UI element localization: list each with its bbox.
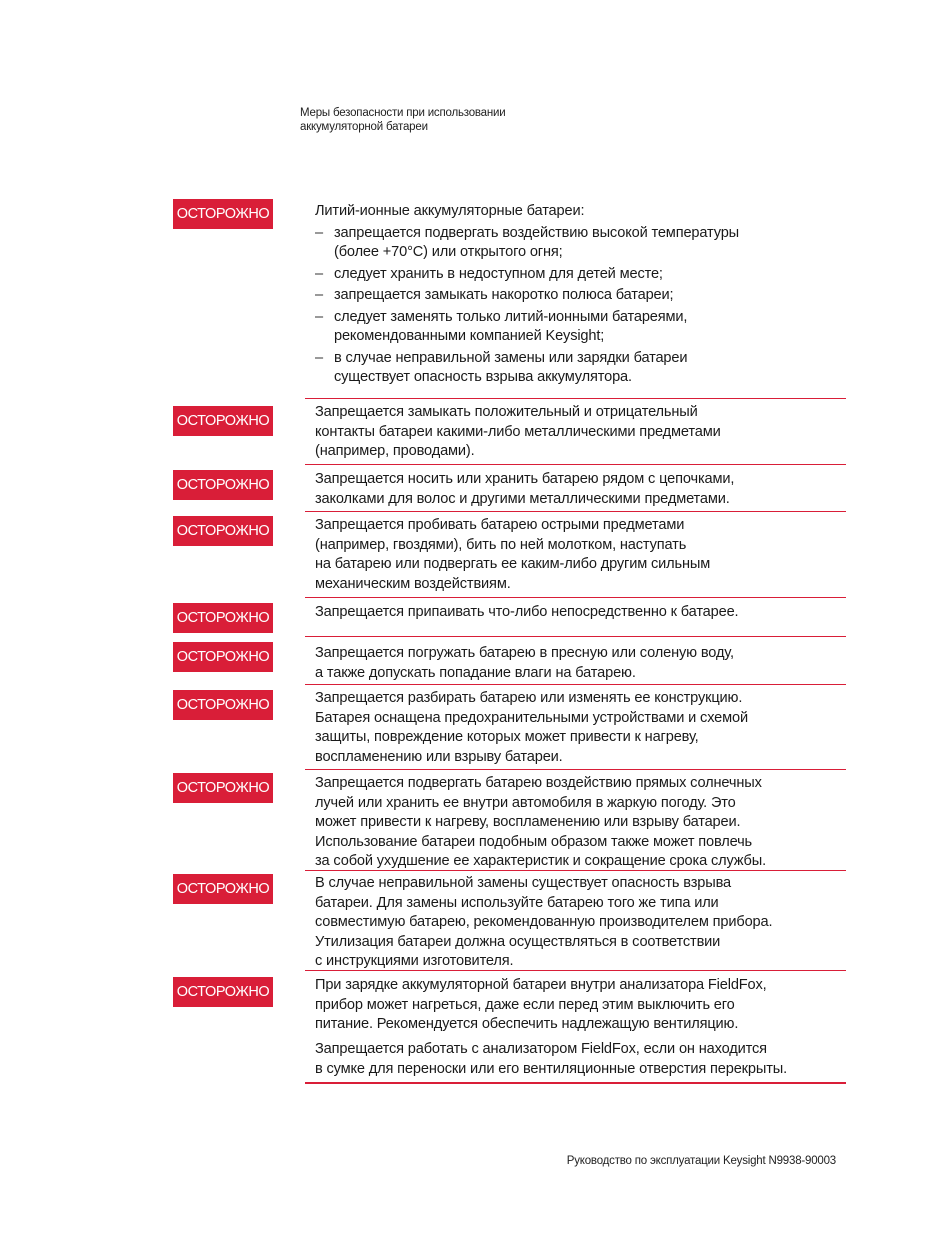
- text-line: механическим воздействиям.: [315, 575, 511, 592]
- list-item-line: – следует хранить в недоступном для детей месте;: [334, 265, 663, 282]
- text-line: Запрещается погружать батарею в пресную или соленую воду,: [315, 645, 734, 661]
- text-line: за собой ухудшение ее характеристик и сокращение срока службы.: [315, 853, 766, 869]
- text-line: воспламенению или взрыву батареи.: [315, 748, 563, 765]
- warning-text: [315, 774, 855, 872]
- text-line: (например, гвоздями), бить по ней молотком, наступать: [315, 536, 687, 553]
- list-item-line: – запрещается подвергать воздействию высокой температуры: [334, 224, 740, 241]
- caution-badge: ОСТОРОЖНО: [173, 603, 273, 633]
- warning-text: [315, 516, 855, 594]
- warning-divider: [305, 398, 846, 399]
- text-line: защиты, повреждение которых может привести к нагреву,: [315, 729, 699, 745]
- list-item-line: рекомендованными компанией Keysight;: [334, 328, 605, 344]
- warning-divider: [305, 684, 846, 685]
- text-line: Запрещается разбирать батарею или изменять ее конструкцию.: [315, 690, 743, 706]
- warning-text: [315, 603, 855, 623]
- caution-badge: ОСТОРОЖНО: [173, 690, 273, 720]
- warning-text-2: [315, 1040, 855, 1079]
- caution-badge: ОСТОРОЖНО: [173, 406, 273, 436]
- warning-text: [315, 202, 855, 388]
- warning-intro: Литий-ионные аккумуляторные батареи:: [315, 203, 585, 219]
- text-line: (например, проводами).: [315, 443, 475, 459]
- text-line: Запрещается замыкать положительный и отрицательный: [315, 404, 698, 420]
- caution-badge: ОСТОРОЖНО: [173, 199, 273, 229]
- warning-text: [315, 644, 855, 683]
- header-line-2: аккумуляторной батареи: [300, 121, 428, 133]
- list-item: [315, 224, 855, 263]
- text-line: При зарядке аккумуляторной батареи внутри анализатора FieldFox,: [315, 977, 767, 993]
- text-line: Запрещается припаивать что-либо непосредственно к батарее.: [315, 604, 739, 620]
- text-line: Запрещается работать с анализатором FieldFox, если он находится: [315, 1041, 767, 1057]
- page-footer: Руководство по эксплуатации Keysight N9938-90003: [566, 1155, 836, 1167]
- warning-divider: [305, 769, 846, 770]
- caution-badge: ОСТОРОЖНО: [173, 977, 273, 1007]
- warning-divider: [305, 597, 846, 598]
- list-item: [315, 286, 855, 306]
- list-item-line: – следует заменять только литий-ионными батареями,: [334, 308, 688, 325]
- warning-text: [315, 470, 855, 509]
- text-line: совместимую батарею, рекомендованную производителем прибора.: [315, 914, 773, 930]
- text-line: Батарея оснащена предохранительными устройствами и схемой: [315, 709, 748, 726]
- list-item-line: – запрещается замыкать накоротко полюса батареи;: [334, 287, 674, 303]
- text-line: Запрещается подвергать батарею воздействию прямых солнечных: [315, 775, 762, 791]
- warning-text: [315, 874, 855, 972]
- text-line: с инструкциями изготовителя.: [315, 953, 514, 969]
- list-item-line: – в случае неправильной замены или зарядки батареи: [334, 349, 688, 366]
- warning-divider: [305, 870, 846, 871]
- warning-list: [315, 224, 855, 388]
- list-item: [315, 265, 855, 285]
- header-line-1: Меры безопасности при использовании: [300, 107, 506, 119]
- list-item: [315, 349, 855, 388]
- text-line: заколками для волос и другими металлическими предметами.: [315, 490, 730, 507]
- caution-badge: ОСТОРОЖНО: [173, 773, 273, 803]
- warning-divider: [305, 511, 846, 512]
- warning-divider: [305, 636, 846, 637]
- warning-text: [315, 689, 855, 767]
- text-line: Утилизация батареи должна осуществляться в соответствии: [315, 933, 721, 950]
- text-line: в сумке для переноски или его вентиляционные отверстия перекрыты.: [315, 1060, 787, 1077]
- caution-badge: ОСТОРОЖНО: [173, 874, 273, 904]
- text-line: Запрещается пробивать батарею острыми предметами: [315, 517, 685, 533]
- list-item-line: существует опасность взрыва аккумулятора.: [334, 369, 632, 385]
- text-line: контакты батареи какими-либо металлическими предметами: [315, 423, 721, 440]
- section-end-divider: [305, 1082, 846, 1084]
- page-header: [300, 106, 505, 134]
- text-line: Запрещается носить или хранить батарею рядом с цепочками,: [315, 471, 735, 487]
- text-line: может привести к нагреву, воспламенению или взрыву батареи.: [315, 814, 741, 830]
- text-line: батареи. Для замены используйте батарею того же типа или: [315, 894, 719, 911]
- warning-divider: [305, 970, 846, 971]
- text-line: прибор может нагреться, даже если перед этим выключить его: [315, 996, 735, 1013]
- warning-text: [315, 976, 855, 1035]
- list-item: [315, 308, 855, 347]
- caution-badge: ОСТОРОЖНО: [173, 516, 273, 546]
- text-line: лучей или хранить ее внутри автомобиля в жаркую погоду. Это: [315, 794, 736, 811]
- text-line: на батарею или подвергать ее каким-либо другим сильным: [315, 556, 711, 572]
- text-line: Использование батареи подобным образом также может повлечь: [315, 833, 752, 850]
- text-line: питание. Рекомендуется обеспечить надлежащую вентиляцию.: [315, 1016, 739, 1032]
- text-line: а также допускать попадание влаги на батарею.: [315, 664, 636, 681]
- caution-badge: ОСТОРОЖНО: [173, 470, 273, 500]
- warning-text: [315, 403, 855, 462]
- warning-divider: [305, 464, 846, 465]
- list-item-line: (более +70°С) или открытого огня;: [334, 244, 563, 260]
- caution-badge: ОСТОРОЖНО: [173, 642, 273, 672]
- text-line: В случае неправильной замены существует опасность взрыва: [315, 875, 731, 891]
